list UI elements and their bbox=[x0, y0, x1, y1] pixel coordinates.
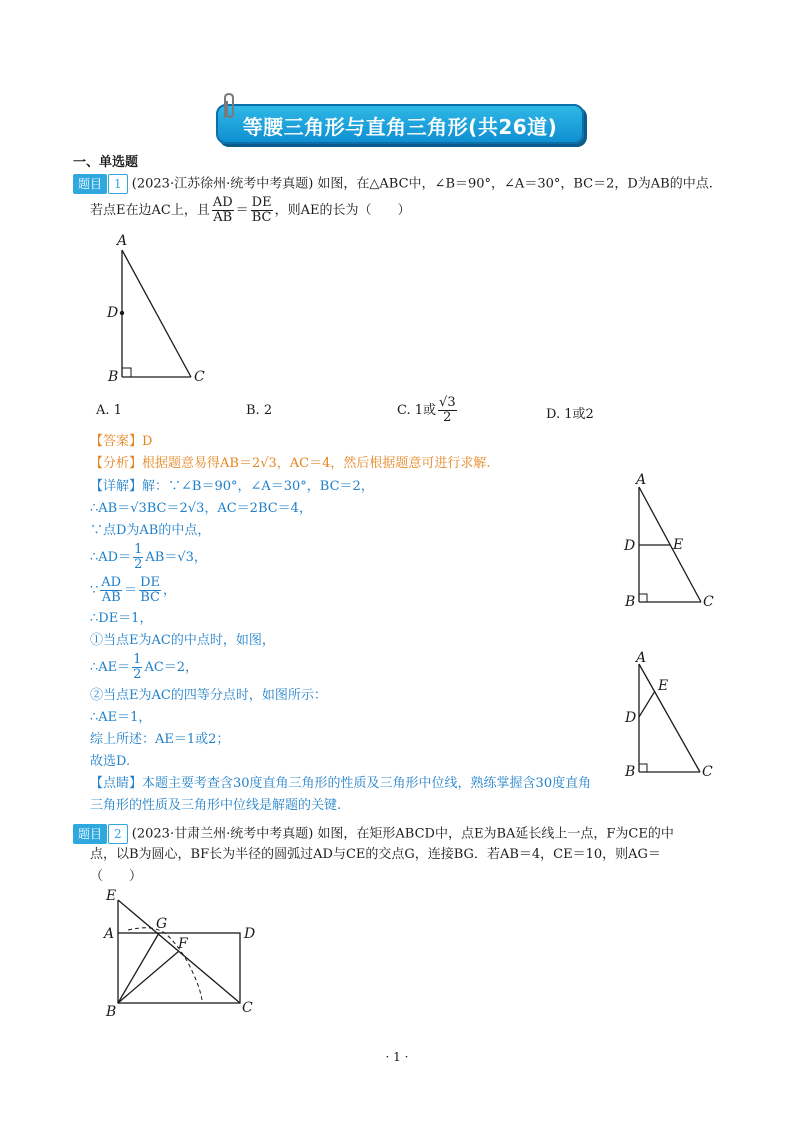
q2-label-b: B bbox=[106, 1004, 117, 1020]
q1-tag: 题目 bbox=[73, 174, 107, 194]
q2-tag: 题目 bbox=[73, 824, 107, 844]
q1-step-2: ∵点D为AB的中点， bbox=[90, 523, 211, 538]
q1-solution-figure-2 bbox=[620, 650, 720, 782]
fig2-label-b: B bbox=[625, 594, 636, 610]
q2-figure bbox=[98, 888, 268, 1022]
fig2-label-d: D bbox=[624, 538, 636, 554]
q1-option-b: B. 2 bbox=[246, 403, 273, 418]
q1-analysis: 【分析】根据题意易得AB＝2√3，AC＝4，然后根据题意可进行求解. bbox=[90, 456, 491, 471]
q1-text-2-post: ，则AE的长为（ ） bbox=[274, 203, 411, 218]
q1-text-1: (2023·江苏徐州·统考中考真题) 如图，在△ABC中，∠B＝90°，∠A＝30°，BC＝2，D为AB的中点. bbox=[131, 176, 713, 192]
q1-step-3-frac: $\frac{1}{2}$ bbox=[134, 542, 143, 572]
q1-step-8: ②当点E为AC的四等分点时，如图所示： bbox=[90, 688, 327, 703]
fig3-label-e: E bbox=[658, 678, 669, 694]
q1-fraction-2: $\frac{DE}{BC}$ bbox=[251, 195, 272, 225]
fig2-label-e: E bbox=[673, 537, 684, 553]
q1-step-1: ∴AB＝√3BC＝2√3，AC＝2BC＝4， bbox=[90, 501, 312, 516]
q1-text-2-pre: 若点E在边AC上，且 bbox=[90, 203, 210, 218]
q1-label-d: D bbox=[107, 305, 119, 321]
q1-label-c: C bbox=[194, 369, 205, 385]
q1-step-7-frac: $\frac{1}{2}$ bbox=[133, 652, 142, 682]
q2-text-1: (2023·甘肃兰州·统考中考真题) 如图，在矩形ABCD中，点E为BA延长线上一点，F为CE的中 bbox=[131, 826, 674, 842]
q1-detail: 【详解】解：∵∠B＝90°，∠A＝30°，BC＝2， bbox=[90, 479, 374, 494]
q1-option-c-pre: C. 1或 bbox=[397, 403, 437, 418]
q1-step-4-frac-1: $\frac{AD}{AB}$ bbox=[101, 575, 122, 605]
q1-option-c-frac: $\frac{√3}{2}$ bbox=[439, 395, 456, 425]
q2-label-a: A bbox=[104, 926, 115, 942]
q1-step-11: 故选D. bbox=[90, 754, 131, 769]
q1-line1 bbox=[73, 174, 713, 194]
q2-label-d: D bbox=[244, 926, 256, 942]
page-title: 等腰三角形与直角三角形(共26道) bbox=[242, 115, 558, 139]
q1-number: 1 bbox=[108, 174, 128, 194]
q2-line1 bbox=[73, 824, 674, 844]
paperclip-icon bbox=[218, 92, 240, 122]
page-number: · 1 · bbox=[385, 1050, 409, 1064]
q2-label-f: F bbox=[178, 936, 188, 952]
fig3-label-b: B bbox=[625, 764, 636, 780]
q1-step-5: ∴DE＝1， bbox=[90, 611, 153, 626]
q1-comment-2: 三角形的性质及三角形中位线是解题的关键. bbox=[90, 798, 342, 813]
q1-label-a: A bbox=[117, 233, 128, 249]
q2-label-e: E bbox=[106, 888, 117, 904]
q1-answer: 【答案】D bbox=[90, 434, 153, 449]
q1-step-10: 综上所述：AE＝1或2； bbox=[90, 732, 230, 747]
q1-figure bbox=[100, 228, 220, 388]
q1-fraction-1: $\frac{AD}{AB}$ bbox=[212, 195, 233, 225]
q1-option-a: A. 1 bbox=[96, 403, 122, 418]
q1-solution-figure-1 bbox=[620, 472, 720, 612]
fig3-label-c: C bbox=[702, 764, 713, 780]
q1-comment-1: 【点睛】本题主要考查含30度直角三角形的性质及三角形中位线，熟练掌握含30度直角 bbox=[90, 776, 592, 791]
q1-step-9: ∴AE＝1， bbox=[90, 710, 152, 725]
q1-step-3: ∴AD＝ $\frac{1}{2}$ AB＝√3， bbox=[90, 542, 207, 572]
q1-option-d: D. 1或2 bbox=[546, 407, 594, 422]
q1-step-4: ∵ $\frac{AD}{AB}$ ＝ $\frac{DE}{BC}$ ， bbox=[90, 575, 177, 605]
fig3-label-d: D bbox=[625, 710, 637, 726]
q2-label-c: C bbox=[242, 1000, 253, 1016]
q2-text-2: 点，以B为圆心，BF长为半径的圆弧过AD与CE的交点G，连接BG．若AB＝4，CE＝10，则AG＝ bbox=[90, 847, 661, 862]
fig3-label-a: A bbox=[636, 650, 647, 666]
q2-label-g: G bbox=[156, 916, 168, 932]
q1-step-4-frac-2: $\frac{DE}{BC}$ bbox=[140, 575, 161, 605]
q1-label-b: B bbox=[108, 369, 119, 385]
q1-eq: ＝ bbox=[235, 203, 249, 218]
title-banner bbox=[216, 104, 584, 144]
q2-number: 2 bbox=[108, 824, 128, 844]
q1-line2 bbox=[90, 196, 410, 225]
fig2-label-a: A bbox=[636, 472, 647, 488]
q1-option-c bbox=[397, 396, 459, 425]
fig2-label-c: C bbox=[703, 594, 714, 610]
section-heading: 一、单选题 bbox=[73, 155, 139, 170]
q1-step-7: ∴AE＝ $\frac{1}{2}$ AC＝2， bbox=[90, 652, 199, 682]
q2-text-3: （ ） bbox=[90, 869, 143, 884]
q1-step-6: ①当点E为AC的中点时，如图， bbox=[90, 633, 275, 648]
